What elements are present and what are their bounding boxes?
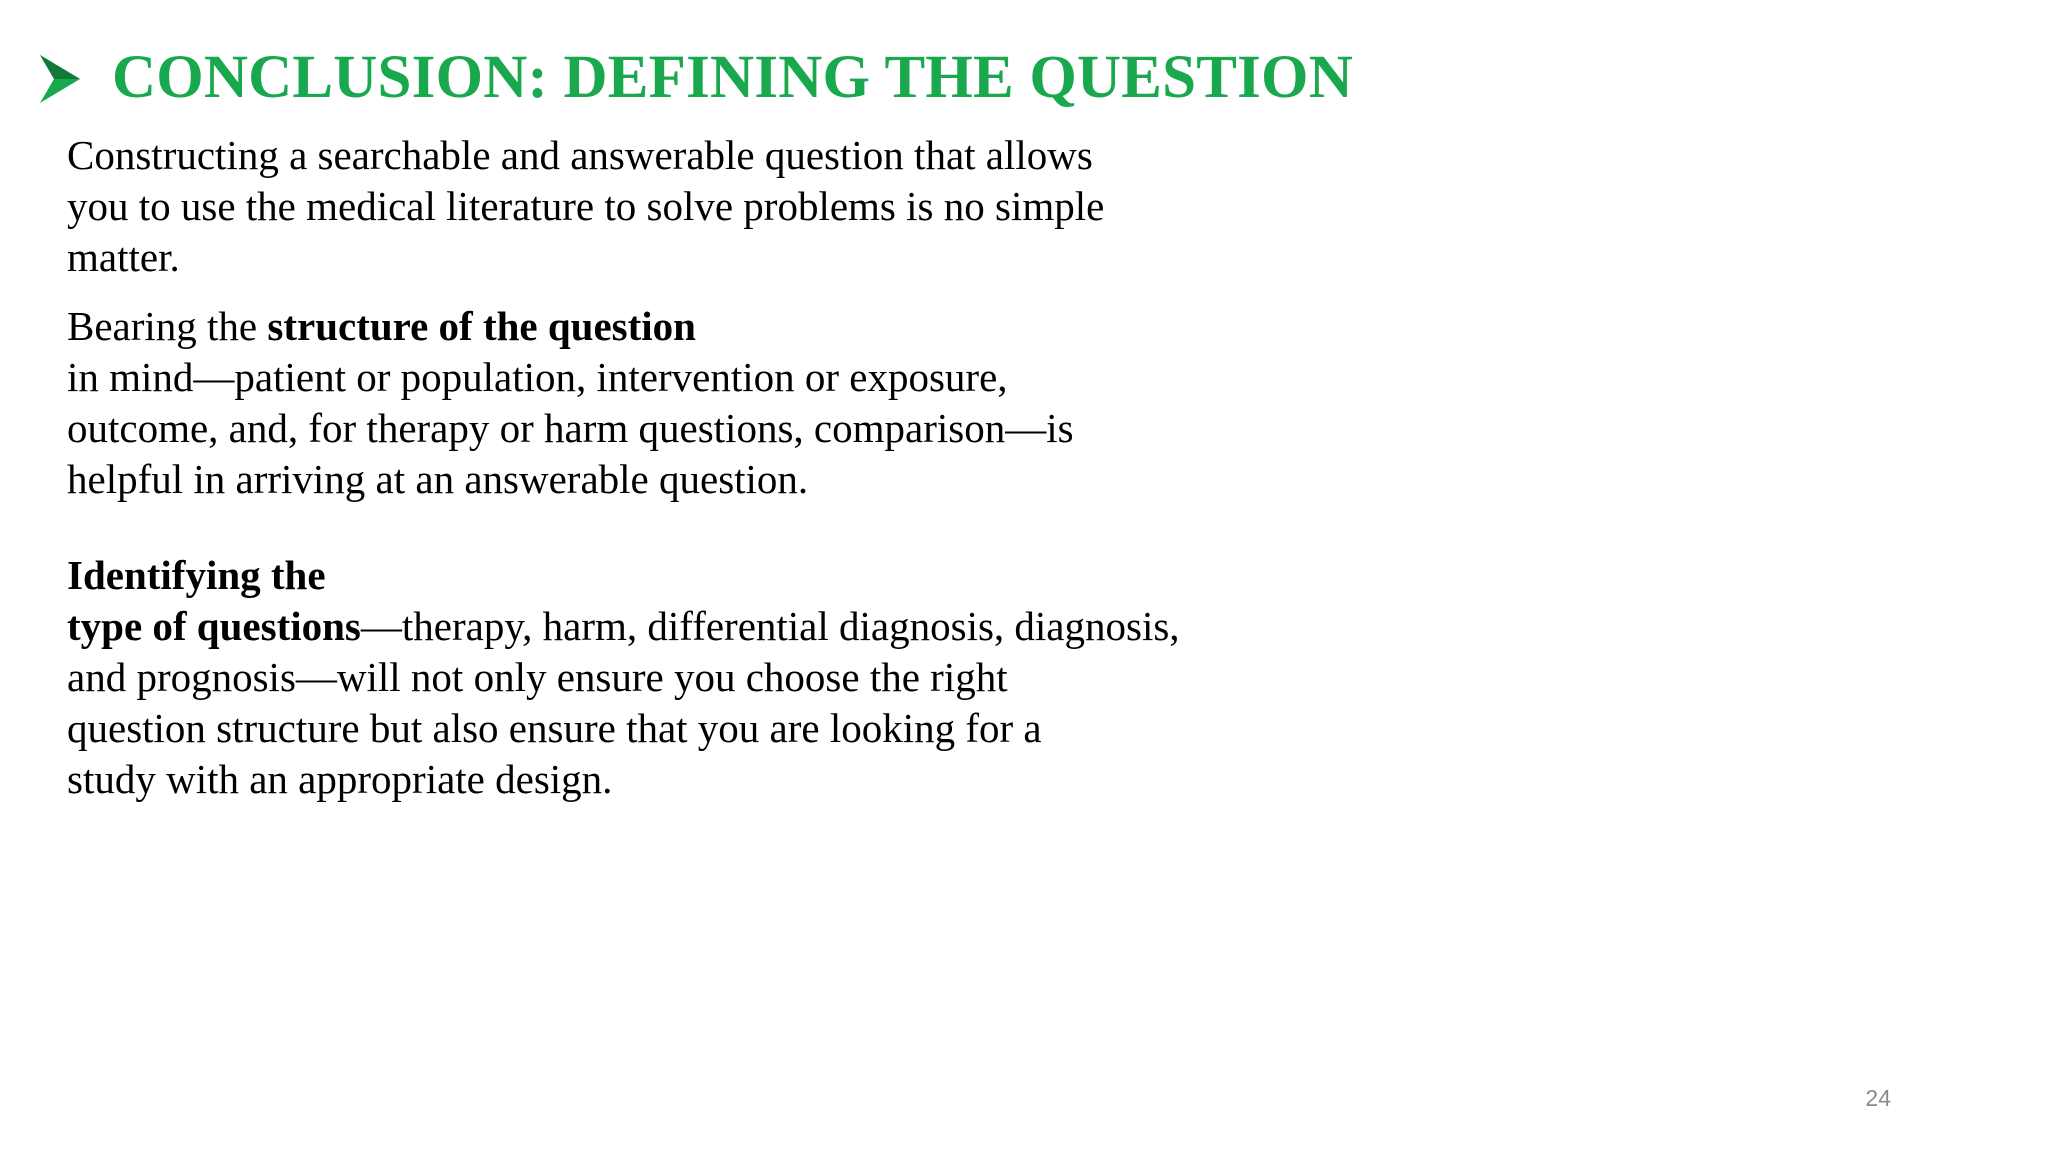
paragraph-line: study with an appropriate design. <box>67 756 613 802</box>
bold-phrase-structure: structure of the question <box>267 303 696 349</box>
paragraph-line <box>67 601 1180 652</box>
paragraph-line <box>67 301 1074 352</box>
paragraph-line: in mind—patient or population, intervention or exposure, <box>67 354 1008 400</box>
bold-phrase-identifying: Identifying the <box>67 552 326 598</box>
page-number: 24 <box>1865 1085 1891 1111</box>
paragraph-line <box>67 550 1180 601</box>
paragraph-constructing <box>67 130 1104 283</box>
paragraph-line: helpful in arriving at an answerable question. <box>67 456 809 502</box>
paragraph-identifying <box>67 550 1180 805</box>
paragraph-line: you to use the medical literature to solve problems is no simple <box>67 183 1105 229</box>
paragraph-structure <box>67 301 1074 505</box>
paragraph-line: and prognosis—will not only ensure you choose the right <box>67 654 1008 700</box>
paragraph-line: Constructing a searchable and answerable question that allows <box>67 132 1093 178</box>
paragraph-line: question structure but also ensure that you are looking for a <box>67 705 1042 751</box>
bold-phrase-type: type of questions <box>67 603 361 649</box>
arrowhead-bullet-icon <box>38 51 82 107</box>
title-row <box>38 40 1353 116</box>
slide-title: CONCLUSION: DEFINING THE QUESTION <box>112 44 1353 111</box>
paragraph-line: matter. <box>67 234 180 280</box>
text-rest: —therapy, harm, differential diagnosis, diagnosis, <box>360 603 1180 649</box>
text-prefix: Bearing the <box>67 303 268 349</box>
paragraph-line: outcome, and, for therapy or harm questions, comparison—is <box>67 405 1074 451</box>
